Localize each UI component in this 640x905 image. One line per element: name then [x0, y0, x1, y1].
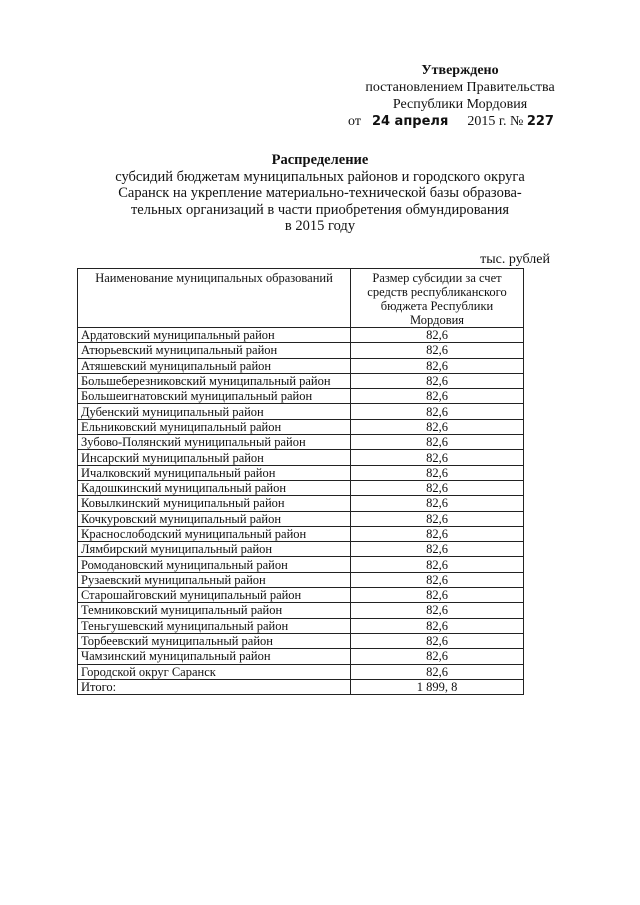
table-row	[78, 633, 524, 648]
subsidy-value: 82,6	[351, 389, 524, 404]
title-line: в 2015 году	[284, 218, 356, 234]
approval-line-2: Республики Мордовия	[392, 97, 528, 112]
municipality-name: Лямбирский муниципальный район	[78, 542, 351, 557]
subsidy-value: 82,6	[351, 588, 524, 603]
table-row	[78, 496, 524, 511]
municipality-name: Атюрьевский муниципальный район	[78, 343, 351, 358]
table-row	[78, 450, 524, 465]
title-heading: Распределение	[271, 152, 369, 168]
subsidy-value: 82,6	[351, 496, 524, 511]
municipality-name: Инсарский муниципальный район	[78, 450, 351, 465]
column-header-amount: Размер субсидии за счет средств республиканского бюджета Республики Мордовия	[351, 269, 524, 328]
municipality-name: Городской округ Саранск	[78, 664, 351, 679]
table-row	[78, 465, 524, 480]
table-row	[78, 389, 524, 404]
subsidy-value: 82,6	[351, 480, 524, 495]
subsidy-value: 82,6	[351, 618, 524, 633]
table-row	[78, 603, 524, 618]
total-label: Итого:	[78, 679, 351, 694]
subsidy-value: 82,6	[351, 603, 524, 618]
subsidy-value: 82,6	[351, 465, 524, 480]
subsidy-value: 82,6	[351, 526, 524, 541]
municipality-name: Краснослободский муниципальный район	[78, 526, 351, 541]
table-row	[78, 435, 524, 450]
table-header-row	[78, 269, 524, 328]
subsidy-value: 82,6	[351, 404, 524, 419]
date-prefix: от	[348, 114, 361, 129]
document-number: 227	[526, 114, 554, 129]
approval-heading: Утверждено	[421, 63, 499, 78]
year-number-label: 2015 г. №	[467, 114, 524, 129]
table-row	[78, 618, 524, 633]
table-row	[78, 373, 524, 388]
table-row	[78, 649, 524, 664]
table-row	[78, 343, 524, 358]
municipality-name: Теньгушевский муниципальный район	[78, 618, 351, 633]
approval-date-line	[340, 113, 580, 130]
subsidy-value: 82,6	[351, 572, 524, 587]
table-row	[78, 419, 524, 434]
municipality-name: Ельниковский муниципальный район	[78, 419, 351, 434]
subsidy-table	[77, 268, 524, 695]
document-title	[60, 152, 580, 235]
subsidy-value: 82,6	[351, 511, 524, 526]
table-row	[78, 511, 524, 526]
municipality-name: Дубенский муниципальный район	[78, 404, 351, 419]
subsidy-value: 82,6	[351, 435, 524, 450]
municipality-name: Ковылкинский муниципальный район	[78, 496, 351, 511]
municipality-name: Атяшевский муниципальный район	[78, 358, 351, 373]
subsidy-value: 82,6	[351, 664, 524, 679]
subsidy-value: 82,6	[351, 450, 524, 465]
municipality-name: Зубово-Полянский муниципальный район	[78, 435, 351, 450]
subsidy-value: 82,6	[351, 557, 524, 572]
approval-line-1: постановлением Правительства	[365, 80, 555, 95]
approval-block	[340, 62, 580, 130]
municipality-name: Рузаевский муниципальный район	[78, 572, 351, 587]
title-line: тельных организаций в части приобретения обмундирования	[130, 201, 510, 218]
subsidy-value: 82,6	[351, 358, 524, 373]
subsidy-value: 82,6	[351, 373, 524, 388]
subsidy-value: 82,6	[351, 633, 524, 648]
municipality-name: Ардатовский муниципальный район	[78, 328, 351, 343]
subsidy-value: 82,6	[351, 649, 524, 664]
municipality-name: Кочкуровский муниципальный район	[78, 511, 351, 526]
table-row	[78, 526, 524, 541]
table-row	[78, 557, 524, 572]
municipality-name: Ичалковский муниципальный район	[78, 465, 351, 480]
total-row	[78, 679, 524, 694]
title-line: Саранск на укрепление материально-технической базы образова-	[118, 185, 522, 201]
title-line: субсидий бюджетам муниципальных районов и городского округа	[115, 168, 525, 185]
unit-label: тыс. рублей	[480, 252, 550, 267]
table-row	[78, 328, 524, 343]
table-row	[78, 358, 524, 373]
table-row	[78, 572, 524, 587]
table-row	[78, 588, 524, 603]
municipality-name: Большеигнатовский муниципальный район	[78, 389, 351, 404]
subsidy-value: 82,6	[351, 343, 524, 358]
date-handwritten: 24 апреля	[371, 114, 449, 129]
municipality-name: Чамзинский муниципальный район	[78, 649, 351, 664]
municipality-name: Большеберезниковский муниципальный район	[78, 373, 351, 388]
municipality-name: Кадошкинский муниципальный район	[78, 480, 351, 495]
table-row	[78, 664, 524, 679]
municipality-name: Торбеевский муниципальный район	[78, 633, 351, 648]
total-value: 1 899, 8	[351, 679, 524, 694]
subsidy-value: 82,6	[351, 328, 524, 343]
table-row	[78, 480, 524, 495]
municipality-name: Старошайговский муниципальный район	[78, 588, 351, 603]
table-row	[78, 542, 524, 557]
subsidy-value: 82,6	[351, 419, 524, 434]
table-row	[78, 404, 524, 419]
column-header-name: Наименование муниципальных образований	[78, 269, 351, 328]
municipality-name: Ромодановский муниципальный район	[78, 557, 351, 572]
municipality-name: Темниковский муниципальный район	[78, 603, 351, 618]
subsidy-value: 82,6	[351, 542, 524, 557]
